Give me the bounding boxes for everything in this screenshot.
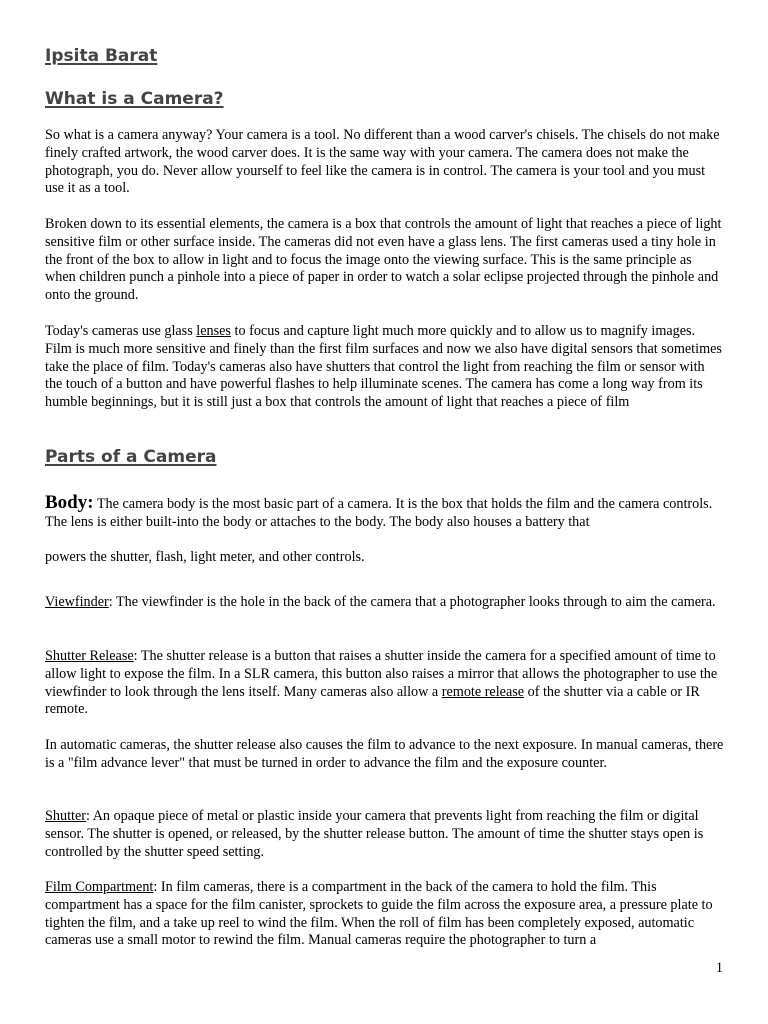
shutter-term: Shutter [45,808,86,824]
film-compartment-term: Film Compartment [45,879,154,895]
lenses-link[interactable]: lenses [196,323,231,339]
paragraph-automatic-cameras: In automatic cameras, the shutter release also causes the film to advance to the next exposure. In manual cameras, there is a "film advance lever" that must be turned in order to advance the film and the exposure counter. [45,737,724,771]
page-number: 1 [715,960,723,976]
paragraph-essential-elements: Broken down to its essential elements, the camera is a box that controls the amount of light that reaches a piece of light sensitive film or other surface inside. The cameras did not even have a glass lens. The first cameras used a tiny hole in the front of the box to allow in light and to focus the image onto the viewing surface. This is the same principle as when children punch a pinhole into a piece of paper in order to watch a solar eclipse projected through the pinhole and onto the ground. [45,216,722,304]
paragraph-intro: So what is a camera anyway? Your camera is a tool. No different than a wood carver's chisels. The chisels do not make finely crafted artwork, the wood carver does. It is the same way with your camera. The camera does not make the photograph, you do. Never allow yourself to feel like the camera is in control. The camera is your tool and you must use it as a tool. [45,127,720,197]
remote-release-link[interactable]: remote release [441,683,525,700]
paragraph-body: Body: The camera body is the most basic part of a camera. It is the box that holds the film and the camera controls. The lens is either built-into the body or attaches to the body. The body also houses a battery that [45,492,713,530]
paragraph-shutter: Shutter: An opaque piece of metal or plastic inside your camera that prevents light from reaching the film or digital sensor. The shutter is opened, or released, by the shutter release button. The amount of time the shutter stays open is controlled by the shutter speed setting. [45,808,704,860]
section-title-parts-of-camera: Parts of a Camera [45,447,217,467]
paragraph-viewfinder: Viewfinder: The viewfinder is the hole in the back of the camera that a photographer looks through to aim the camera. [45,594,716,610]
viewfinder-term: Viewfinder [45,594,109,610]
shutter-release-term: Shutter Release [45,648,134,664]
body-term: Body: [45,492,94,513]
paragraph-film-compartment: Film Compartment: In film cameras, there is a compartment in the back of the camera to hold the film. This compartment has a space for the film canister, sprockets to guide the film across the exposure area, a pressure plate to tighten the film, and a take up reel to wind the film. When the roll of film has been completely exposed, automatic cameras use a small motor to rewind the film. Manual cameras require the photographer to turn a [45,879,713,949]
author-name: Ipsita Barat [45,46,158,66]
paragraph-todays-cameras: Today's cameras use glass lenses to focus and capture light much more quickly and to allow us to magnify images. Film is much more sensitive and finely than the first film surfaces and now we also have digital sensors that sometimes take the place of film. Today's cameras also have shutters that control the light from reaching the film or sensor with the touch of a button and have powerful flashes to help illuminate scenes. The camera has come a long way from its humble beginnings, but it is still just a box that controls the amount of light that reaches a piece of film [45,323,722,411]
section-title-what-is-camera: What is a Camera? [45,89,224,109]
paragraph-shutter-release: Shutter Release: The shutter release is a button that raises a shutter inside the camera for a specified amount of time to allow light to expose the film. In a SLR camera, this button also raises a mirror that allows the photographer to use the viewfinder to look through the lens itself. Many cameras also allow a remote release of the shutter via a cable or IR remote. [45,648,718,718]
paragraph-body-continued: powers the shutter, flash, light meter, and other controls. [45,549,365,565]
